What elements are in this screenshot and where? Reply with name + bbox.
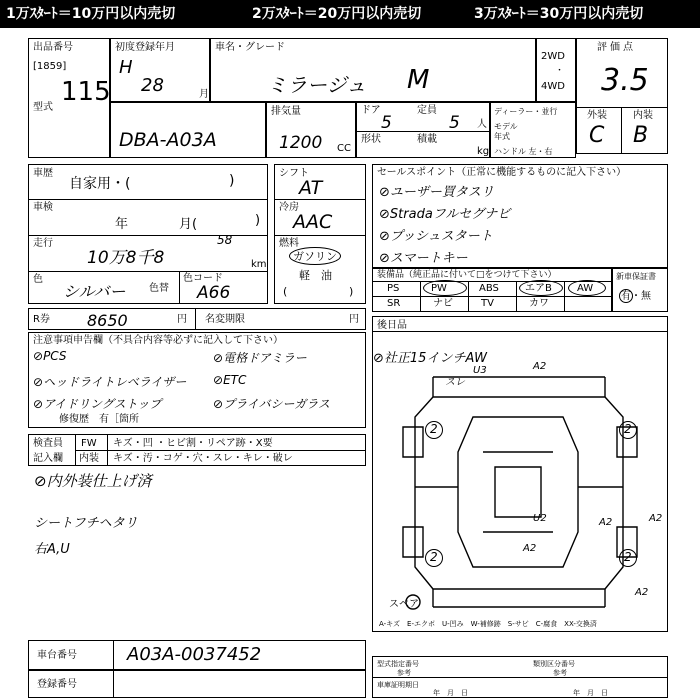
inspector-label-1: 検査員 [33,438,63,449]
chassis-box [28,640,366,670]
car-name: ミラージュ [267,73,367,97]
first-reg-box [110,38,210,102]
sales-label: セールスポイント（正常に機能するものに記入下さい） [377,167,627,178]
score-label: 評価点 [597,42,636,53]
reg-label: 登録番号 [37,679,77,690]
recycle-box [28,308,366,330]
spare-label: スペア [389,599,419,610]
equip-pw: PW [431,283,447,294]
history-label: 車歴 [33,168,53,179]
door-label: ドア [361,105,381,116]
recycle-label: R券 [33,314,50,325]
seat-note-2: 右A,U [34,542,70,557]
damage-code: U2 [533,513,547,524]
transfer-label: 名変期限 [205,314,245,325]
yen-2: 円 [349,314,359,325]
later-label: 後日品 [377,320,407,331]
name-box [210,38,536,102]
equip-sr: SR [387,298,401,309]
ac-label: 冷房 [279,202,299,213]
fuel: ガソリン [289,247,341,265]
cert-label: 車庫証明期日 [377,681,419,689]
recycle-value: 8650 [87,311,128,330]
score: 3.5 [601,63,649,98]
note-left-1: ⊘PCS [33,349,67,363]
banner-tier-3: 3万ｽﾀｰﾄ＝30万円以内売切 [474,6,644,22]
sales-point-2: ⊘Stradaフルセグナビ [379,207,511,222]
history-value: 自家用・( [69,176,131,192]
inspector-handwritten: ⊘内外装仕上げ済 [34,472,152,490]
fuel-label: 燃料 [279,238,299,249]
equip-navi: ナビ [433,298,453,309]
color-code: A66 [197,283,231,303]
damage-code: 2 [624,550,632,564]
ext-label: 外装 [587,110,607,121]
repair-label: 修復歴 有［箇所 [59,414,139,425]
damage-legend: A-キズ E-エクボ U-凹み W-補修跡 S-サビ C-腐食 XX-交換済 [379,620,597,628]
dealer-label: ディーラー・並行 [494,107,558,116]
sales-point-4: ⊘スマートキー [379,251,468,266]
warranty-label: 新車保証書 [616,272,656,281]
damage-code: 2 [430,550,438,564]
damage-code: A2 [635,587,649,598]
notes-label: 注意事項申告欄（不具合内容等必ずに記入して下さい） [33,335,283,346]
cc-unit: CC [337,143,351,154]
capacity: 5 [449,113,460,133]
person-unit: 人 [477,119,487,130]
drive-4wd: 4WD [541,81,565,92]
displacement-box [266,102,356,158]
era: H [119,57,133,78]
int-items: キズ・汚・コゲ・穴・スレ・キレ・破レ [113,453,293,464]
fuel-alt: 軽 油 [299,269,332,282]
first-reg-label: 初度登録年月 [115,42,175,53]
reg-box [28,670,366,698]
model-year-label-1: モデル [494,122,518,131]
damage-code: スレ [445,377,465,388]
warranty-box [612,268,668,312]
damage-code: A2 [649,513,663,524]
price-banner [0,0,700,28]
door-box [356,102,490,158]
color: シルバー [63,282,126,301]
yen-1: 円 [177,314,187,325]
drive-box: 2WD ・ 4WD [536,38,576,102]
type-label: 型式 [33,102,53,113]
chassis-number: A03A-0037452 [127,644,262,665]
int-inspect-label: 内装 [79,453,99,464]
int-grade: B [633,123,649,148]
damage-code: A2 [533,361,547,372]
shape-label: 形状 [361,134,381,145]
displacement-label: 排気量 [271,106,301,117]
displacement: 1200 [279,133,323,153]
note-left-2: ⊘ヘッドライトレベライザー [33,375,187,389]
sales-point-3: ⊘プッシュスタート [379,229,493,244]
damage-code: 2 [624,422,632,436]
damage-code: U3 [473,365,487,376]
sales-point-1: ⊘ユーザー買タスリ [379,185,494,200]
damage-code: A2 [523,543,537,554]
repaint-label: 色替 [149,283,169,294]
class-label: 類別区分番号 [533,660,575,668]
shift: AT [299,177,323,199]
km-unit: km [251,259,267,270]
score-box [576,38,668,154]
banner-tier-1: 1万ｽﾀｰﾄ＝10万円以内売切 [6,6,176,22]
month-unit: 月 [199,89,209,100]
equip-aw: AW [577,283,594,294]
note-left-3: ⊘アイドリングストップ [33,397,162,411]
lot-box [28,38,110,158]
note-right-3: ⊘プライバシーガラス [213,397,330,411]
equip-airbag: エアB [525,283,552,294]
dealer-box [490,102,576,158]
note-right-2: ⊘ETC [213,373,247,387]
model-code: DBA-A03A [119,129,217,151]
capacity-label: 定員 [417,105,437,116]
mileage-label: 走行 [33,238,53,249]
grade: M [407,65,430,95]
name-label: 車名・グレード [215,42,285,53]
int-label: 内装 [633,110,653,121]
spec-box: シフト AT 冷房 AAC 燃料 ガソリン 軽 油 ( ) [274,164,366,304]
ext-grade: C [589,123,605,148]
handle-label: ハンドル 左・右 [494,147,553,156]
lot-number: 115 [61,77,111,107]
note-right-1: ⊘電格ドアミラー [213,351,307,365]
car-diagram [373,357,667,617]
weight-label: 積載 [417,134,437,145]
damage-code: A2 [599,517,613,528]
equipment-label: 装備品（純正品に付いて□をつけて下さい） [377,270,557,280]
equipment-box [372,268,612,312]
color-code-label: 色コード [183,273,223,284]
inspection-label: 車検 [33,202,53,213]
equip-tv: TV [481,298,494,309]
ac: AAC [293,211,333,233]
fw-label: FW [81,438,97,449]
model-code-box [110,102,266,158]
history-box: 車歴 自家用・( ) 車検 年 月( ) 走行 10万8千8 58 km 色 シルバー 色替 色コード A66 [28,164,268,304]
doors: 5 [381,113,392,133]
equip-abs: ABS [479,283,499,294]
sales-box [372,164,668,268]
mileage: 10万8千8 [87,248,165,268]
banner-tier-2: 2万ｽﾀｰﾄ＝20万円以内売切 [252,6,422,22]
wheel-note: ⊘社正15インチAW [373,351,487,366]
mileage-extra: 58 [217,233,233,247]
warranty-value: 有・無 [621,291,651,302]
cert-box: 型式指定番号 参考 類別区分番号 参考 車庫証明期日 年 月 日 年 月 日 [372,656,668,698]
lot-label: 出品番号 [33,42,73,53]
fw-items: キズ・凹 ・ヒビ割・リペア跡・X要 [113,438,273,449]
equip-ps: PS [387,283,400,294]
lot-code: [1859] [33,61,67,72]
diagram-box [372,316,668,632]
equip-leather: カワ [529,298,549,309]
model-spec-label: 型式指定番号 [377,660,419,668]
notes-box [28,332,366,428]
chassis-label: 車台番号 [37,650,77,661]
color-label: 色 [33,274,43,285]
seat-note: シートフチヘタリ [34,516,138,531]
shift-label: シフト [279,168,309,179]
kg-unit: kg [477,146,490,157]
inspector-label-2: 記入欄 [33,453,63,464]
damage-code: 2 [430,422,438,436]
drive-2wd: 2WD [541,51,565,62]
model-year-label-2: 年式 [494,132,510,141]
inspector-box [28,434,366,466]
reg-year: 28 [141,75,164,96]
